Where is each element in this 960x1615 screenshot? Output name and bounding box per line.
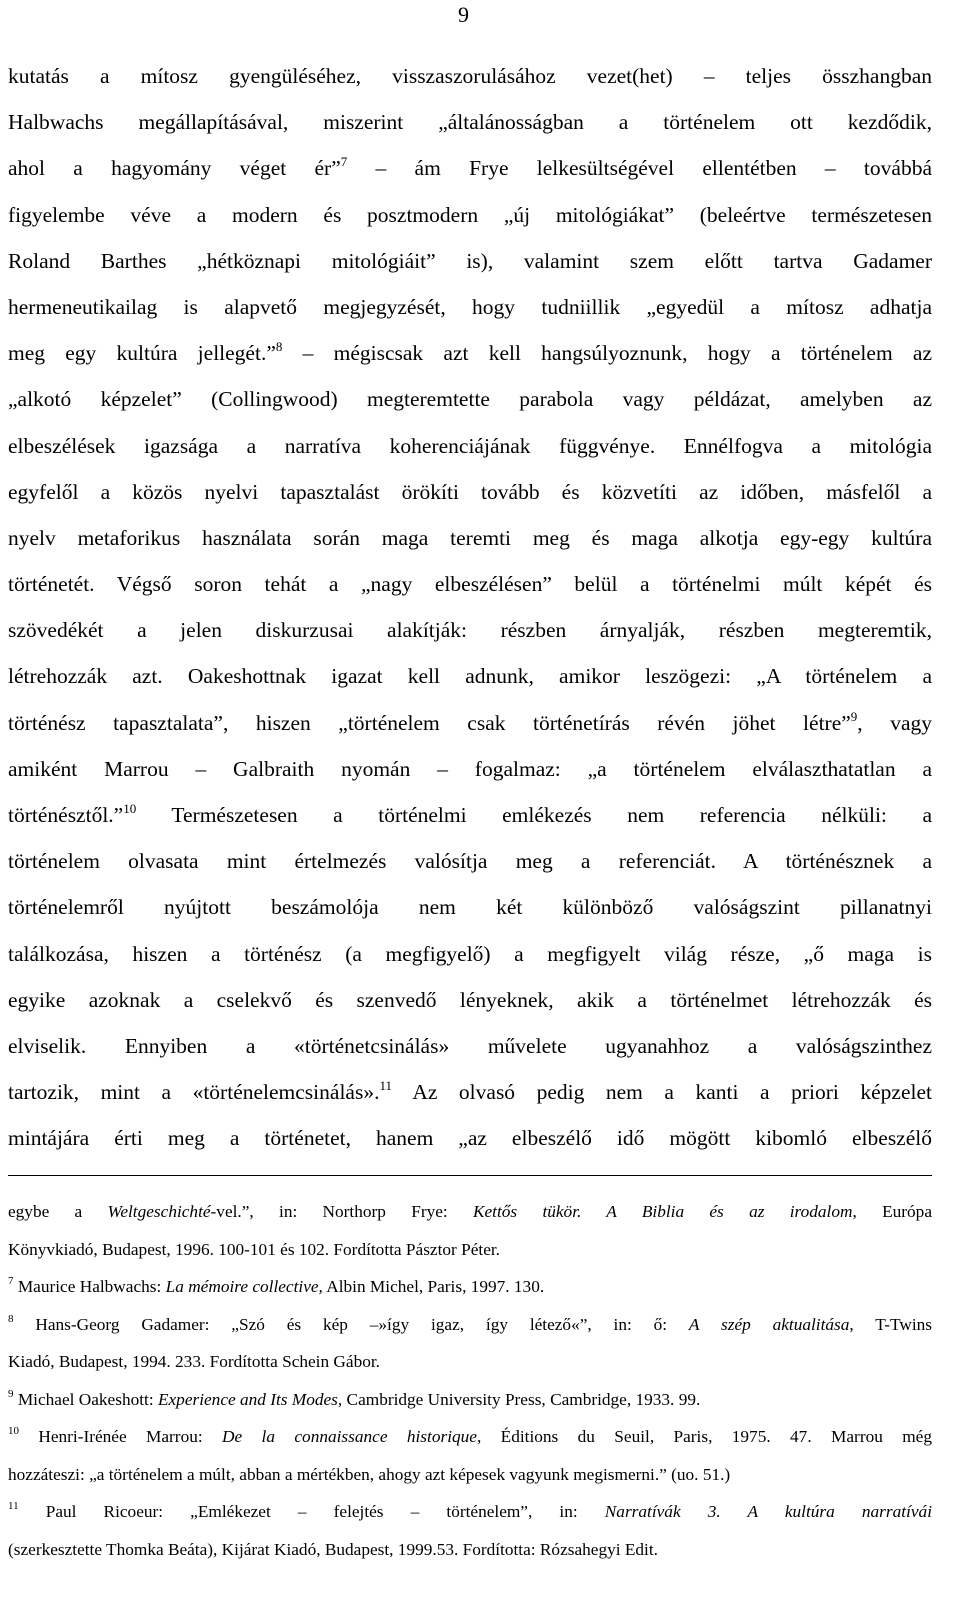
body-line: történész tapasztalata”, hiszen „történelem csak történetírás révén jöhet létre”$^9$, vagy	[8, 708, 932, 735]
footnote-ref: 8	[275, 339, 283, 355]
footnote-ref: 7	[340, 154, 348, 170]
footnote-line: Kiadó, Budapest, 1994. 233. Fordította Schein Gábor.	[8, 1352, 380, 1371]
body-line: történésztől.”$^{10}$ Természetesen a történelmi emlékezés nem referencia nélküli: a	[8, 801, 932, 827]
footnote-divider	[8, 1175, 932, 1176]
body-line: egyfelől a közös nyelvi tapasztalást örökíti tovább és közvetíti az időben, másfelől a	[8, 479, 932, 504]
body-line: hermeneutikailag is alapvető megjegyzését, hogy tudniillik „egyedül a mítosz adhatja	[8, 294, 932, 319]
body-line: elviselik. Ennyiben a «történetcsinálás» művelete ugyanahhoz a valóságszinthez	[8, 1033, 932, 1058]
body-line: amiként Marrou – Galbraith nyomán – fogalmaz: „a történelem elválaszthatatlan a	[8, 756, 932, 781]
footnote-line: egybe a Weltgeschichté-vel.”, in: Northorp Frye: Kettős tükör. A Biblia és az irodalom, Európa	[8, 1202, 932, 1221]
body-line: egyike azoknak a cselekvő és szenvedő lényeknek, akik a történelmet létrehozzák és	[8, 987, 932, 1012]
body-line: tartozik, mint a «történelemcsinálás».$^{11}$ Az olvasó pedig nem a kanti a priori képzelet	[8, 1078, 932, 1105]
footnote-10: $^{10}$ Henri-Irénée Marrou: De la connaissance historique, Éditions du Seuil, Paris, 1975. 47. Marrou még	[8, 1425, 932, 1446]
footnotes	[8, 1193, 932, 1568]
footnote-ref: 11	[379, 1078, 392, 1094]
body-line: Roland Barthes „hétköznapi mitológiáit” is), valamint szem előtt tartva Gadamer	[8, 248, 932, 273]
body-line: létrehozzák azt. Oakeshottnak igazat kell adnunk, amikor leszögezi: „A történelem a	[8, 664, 932, 689]
body-line: figyelembe véve a modern és posztmodern „új mitológiákat” (beleértve természetesen	[8, 202, 932, 227]
footnote-line: hozzáteszi: „a történelem a múlt, abban a mértékben, ahogy azt képesek vagyunk megismerni.” (uo. 51.)	[8, 1464, 731, 1484]
footnote-ref: 9	[850, 708, 858, 724]
footnote-8: $^8$ Hans-Georg Gadamer: „Szó és kép –»így igaz, így létező«”, in: ő: A szép aktualitása, T-Twins	[8, 1312, 932, 1334]
body-line: ahol a hagyomány véget ér”$^7$ – ám Frye lelkesültségével ellentétben – továbbá	[8, 154, 932, 181]
body-line: „alkotó képzelet” (Collingwood) megteremtette parabola vagy példázat, amelyben az	[8, 387, 932, 412]
footnote-7: $^7$ Maurice Halbwachs: La mémoire collective, Albin Michel, Paris, 1997. 130.	[8, 1275, 545, 1296]
body-line: történelem olvasata mint értelmezés valósítja meg a referenciát. A történésznek a	[8, 849, 932, 874]
body-line: mintájára érti meg a történetet, hanem „az elbeszélő idő mögött kibomló elbeszélő	[8, 1126, 932, 1151]
page-number: 9	[458, 2, 469, 27]
body-line: történelemről nyújtott beszámolója nem két különböző valóságszint pillanatnyi	[8, 895, 932, 920]
body-line: szövedékét a jelen diskurzusai alakítják: részben árnyalják, részben megteremtik,	[8, 618, 932, 643]
body-line: találkozása, hiszen a történész (a megfigyelő) a megfigyelt világ része, „ő maga is	[8, 941, 932, 966]
footnote-line: Könyvkiadó, Budapest, 1996. 100-101 és 102. Fordította Pásztor Péter.	[8, 1239, 500, 1259]
footnote-ref: 10	[123, 801, 137, 816]
body-line: meg egy kultúra jellegét.”$^8$ – mégiscsak azt kell hangsúlyoznunk, hogy a történelem az	[8, 339, 932, 366]
footnote-11: $^{11}$ Paul Ricoeur: „Emlékezet – felejtés – történelem”, in: Narratívák 3. A kultúra narratívái	[8, 1500, 932, 1521]
body-text	[8, 53, 932, 1162]
footnote-line: (szerkesztette Thomka Beáta), Kijárat Kiadó, Budapest, 1999.53. Fordította: Rózsahegyi Edit.	[8, 1539, 658, 1559]
footnote-9: $^9$ Michael Oakeshott: Experience and Its Modes, Cambridge University Press, Cambridge, 1933. 99.	[8, 1387, 701, 1409]
body-line: elbeszélések igazsága a narratíva koherenciájának függvénye. Ennélfogva a mitológia	[8, 433, 932, 458]
body-line: kutatás a mítosz gyengüléséhez, visszaszorulásához vezet(het) – teljes összhangban	[8, 64, 932, 88]
body-line: történetét. Végső soron tehát a „nagy elbeszélésen” belül a történelmi múlt képét és	[8, 572, 932, 597]
body-line: Halbwachs megállapításával, miszerint „általánosságban a történelem ott kezdődik,	[8, 110, 932, 135]
body-line: nyelv metaforikus használata során maga teremti meg és maga alkotja egy-egy kultúra	[8, 525, 932, 550]
